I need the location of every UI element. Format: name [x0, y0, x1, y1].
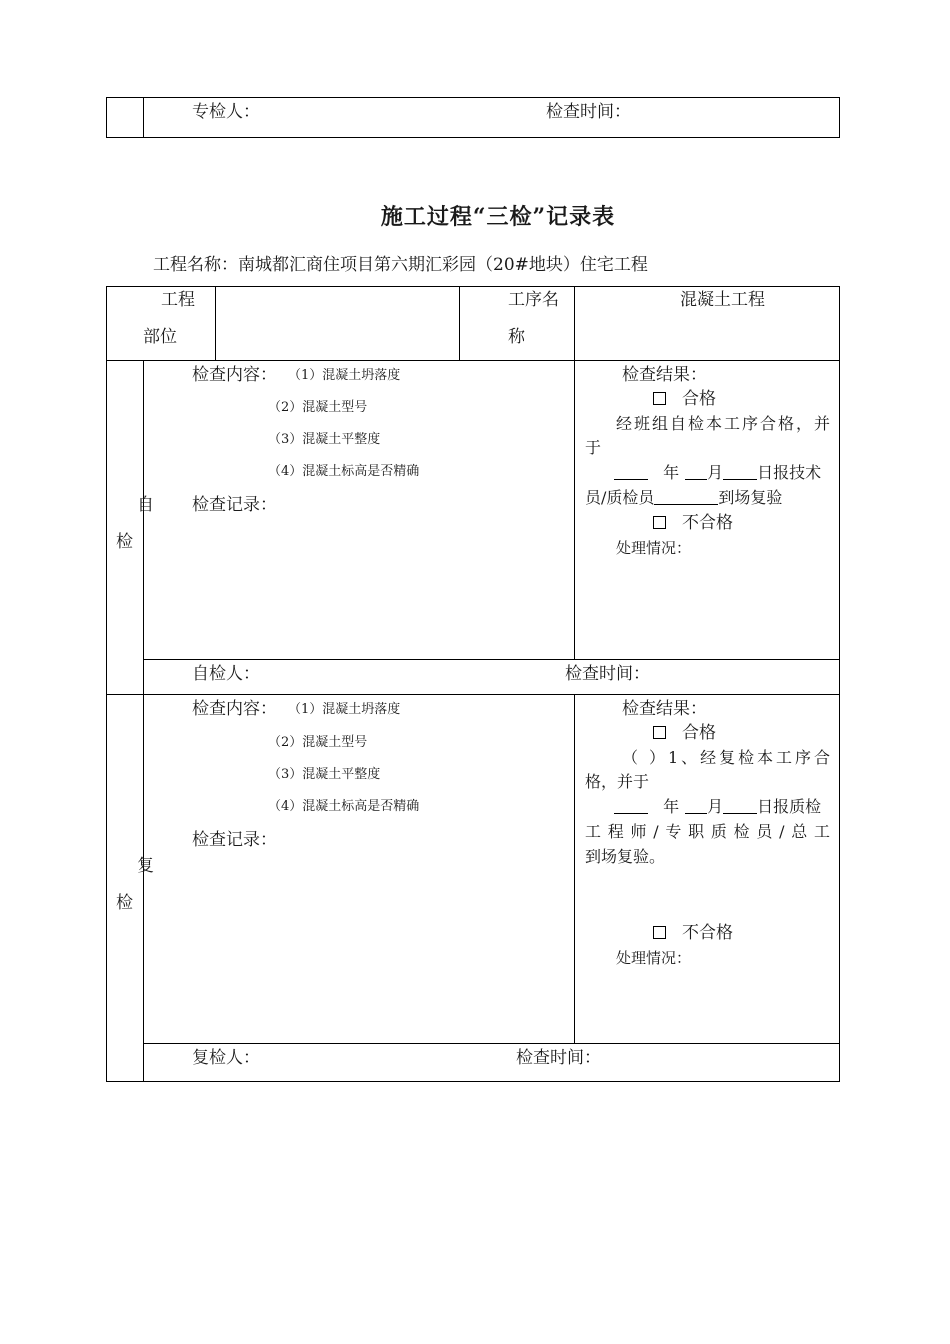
- re-month-label: 月: [707, 797, 724, 816]
- re-item-4: （4）混凝土标高是否精确: [268, 799, 420, 814]
- re-year-blank[interactable]: [614, 799, 648, 814]
- inspection-time-label: 检查时间：: [546, 102, 631, 122]
- re-pass-text-1: （ ）1、经复检本工序合: [622, 748, 830, 767]
- process-label-line1: 工序名: [508, 290, 559, 310]
- self-item-2: （2）混凝土型号: [268, 400, 368, 415]
- self-item-1: （1）混凝土坍落度: [288, 368, 401, 383]
- process-label-line2: 称: [508, 327, 525, 347]
- self-item-4: （4）混凝土标高是否精确: [268, 464, 420, 479]
- self-time-label: 检查时间：: [565, 664, 650, 684]
- self-pass-checkbox[interactable]: [653, 392, 666, 405]
- re-day-blank[interactable]: [723, 799, 757, 814]
- self-content-label: 检查内容：: [192, 365, 277, 385]
- self-month-blank[interactable]: [685, 465, 707, 480]
- part-label-line2: 部位: [143, 327, 177, 347]
- self-fail-label: 不合格: [682, 513, 733, 533]
- self-check-side-label-2: 检: [116, 532, 133, 552]
- self-signer-label: 自检人：: [192, 664, 260, 684]
- self-record-label: 检查记录：: [192, 495, 277, 515]
- re-time-label: 检查时间：: [516, 1048, 601, 1068]
- self-pass-label: 合格: [682, 389, 716, 409]
- self-year-label: 年: [663, 463, 680, 482]
- self-item-3: （3）混凝土平整度: [268, 432, 381, 447]
- self-year-blank[interactable]: [614, 465, 648, 480]
- re-fail-label: 不合格: [682, 923, 733, 943]
- re-item-2: （2）混凝土型号: [268, 735, 368, 750]
- part-label-line1: 工程: [161, 290, 195, 310]
- re-notify-line: 工程师/专职质检员/总工: [585, 822, 830, 841]
- re-signer-label: 复检人：: [192, 1048, 260, 1068]
- re-pass-label: 合格: [682, 723, 716, 743]
- self-fail-checkbox[interactable]: [653, 516, 666, 529]
- re-content-label: 检查内容：: [192, 699, 277, 719]
- re-notify-end: 到场复验。: [585, 847, 666, 866]
- re-pass-text-2: 格，并于: [585, 772, 650, 791]
- self-inspector-blank[interactable]: [654, 490, 718, 505]
- self-day-text: 日报技术: [757, 463, 822, 482]
- re-item-1: （1）混凝土坍落度: [288, 702, 401, 717]
- process-value: 混凝土工程: [680, 290, 765, 310]
- re-result-label: 检查结果：: [622, 699, 707, 719]
- re-check-side-label-2: 检: [116, 893, 133, 913]
- re-month-blank[interactable]: [685, 799, 707, 814]
- self-day-blank[interactable]: [723, 465, 757, 480]
- re-fail-checkbox[interactable]: [653, 926, 666, 939]
- self-notify-prefix: 员/质检员: [585, 488, 655, 507]
- self-pass-text-1: 经班组自检本工序合格，并: [616, 414, 830, 433]
- re-item-3: （3）混凝土平整度: [268, 767, 381, 782]
- re-year-label: 年: [663, 797, 680, 816]
- inspector-label: 专检人：: [192, 102, 260, 122]
- re-handling-label: 处理情况：: [616, 949, 692, 967]
- re-day-text: 日报质检: [757, 797, 822, 816]
- re-record-label: 检查记录：: [192, 830, 277, 850]
- re-pass-checkbox[interactable]: [653, 726, 666, 739]
- self-notify-suffix: 到场复验: [718, 488, 783, 507]
- self-check-side-label-1: 自: [137, 495, 154, 515]
- re-check-side-label-1: 复: [137, 856, 154, 876]
- self-month-label: 月: [707, 463, 724, 482]
- self-result-label: 检查结果：: [622, 365, 707, 385]
- project-name-line: 工程名称：南城都汇商住项目第六期汇彩园（20#地块）住宅工程: [153, 255, 648, 275]
- page-title: 施工过程“三检”记录表: [380, 204, 616, 230]
- self-handling-label: 处理情况：: [616, 539, 692, 557]
- self-pass-text-2: 于: [585, 438, 602, 457]
